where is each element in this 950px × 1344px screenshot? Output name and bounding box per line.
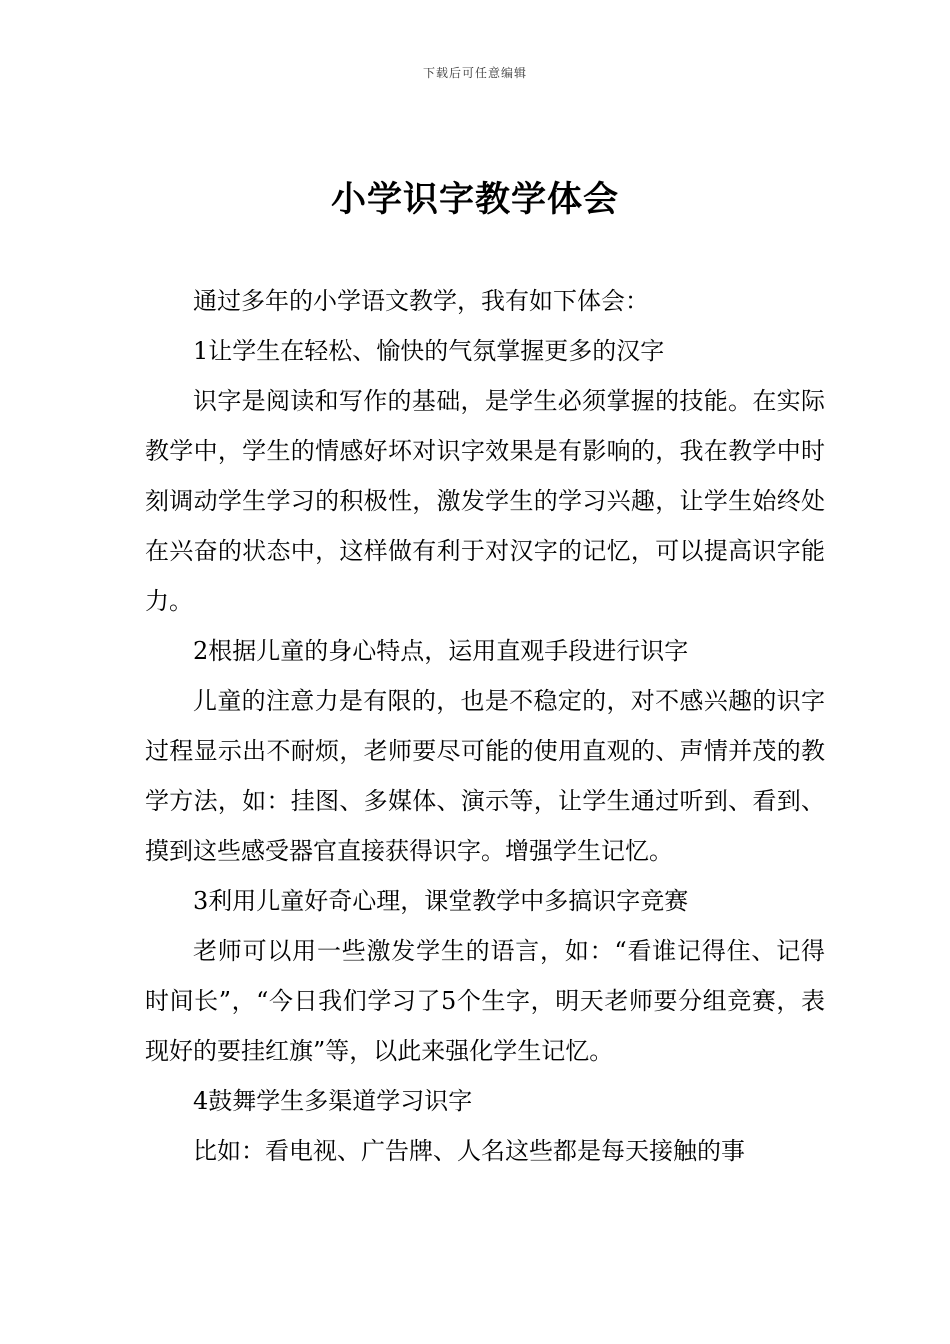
section-heading-1: 1让学生在轻松、愉快的气氛掌握更多的汉字 (193, 337, 665, 365)
paragraph-1: 识字是阅读和写作的基础，是学生必须掌握的技能。在实际教学中，学生的情感好坏对识字效果是有影响的，我在教学中时刻调动学生学习的积极性，激发学生的学习兴趣，让学生始终处在兴奋的状态中，这样做有利于对汉字的记忆，可以提高识字能力。 (145, 387, 825, 615)
header-note: 下载后可任意编辑 (422, 66, 527, 80)
paragraph-intro: 通过多年的小学语文教学，我有如下体会： (193, 287, 649, 315)
page-title: 小学识字教学体会 (330, 180, 619, 220)
section-heading-2: 2根据儿童的身心特点，运用直观手段进行识字 (193, 637, 689, 665)
paragraph-4: 比如：看电视、广告牌、人名这些都是每天接触的事 (193, 1137, 745, 1165)
section-heading-3: 3利用儿童好奇心理，课堂教学中多搞识字竞赛 (193, 887, 689, 915)
section-heading-4: 4鼓舞学生多渠道学习识字 (193, 1087, 473, 1115)
paragraph-3: 老师可以用一些激发学生的语言，如：“看谁记得住、记得时间长”，“今日我们学习了5个生字，明天老师要分组竞赛，表现好的要挂红旗”等，以此来强化学生记忆。 (145, 937, 825, 1065)
document-body (145, 276, 825, 1176)
paragraph-2: 儿童的注意力是有限的，也是不稳定的，对不感兴趣的识字过程显示出不耐烦，老师要尽可能的使用直观的、声情并茂的教学方法，如：挂图、多媒体、演示等，让学生通过听到、看到、摸到这些感受器官直接获得识字。增强学生记忆。 (145, 687, 825, 865)
